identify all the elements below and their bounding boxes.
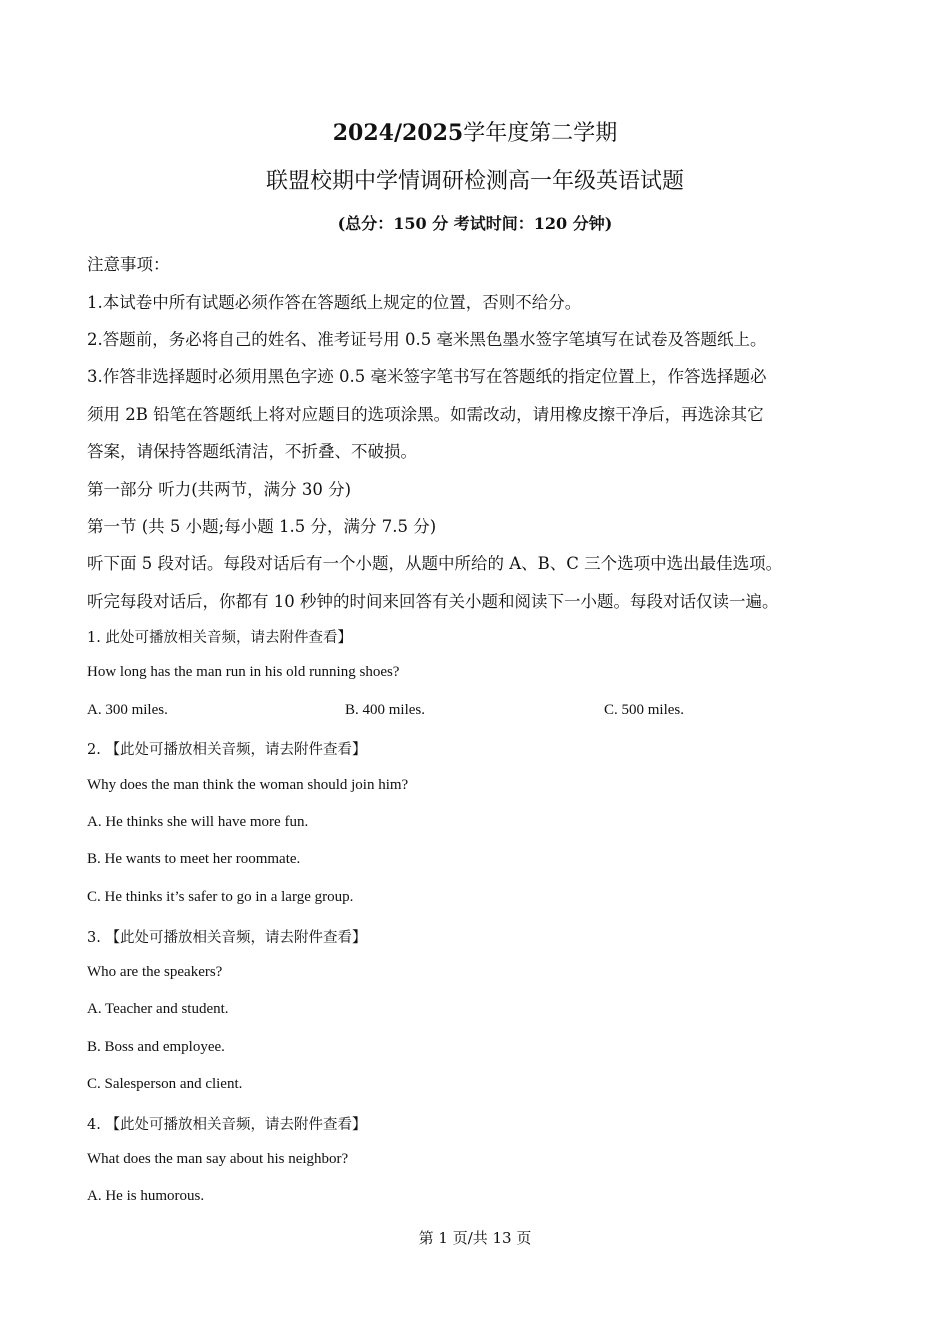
- exam-title-line2: 联盟校期中学情调研检测高一年级英语试题: [265, 169, 684, 194]
- question-4-option-a: A. He is humorous.: [87, 1188, 205, 1204]
- note-item-3-line1: 3.作答非选择题时必须用黑色字迹 0.5 毫米签字笔书写在答题纸的指定位置上，作答选择题必: [87, 367, 767, 386]
- question-1-option-a: A. 300 miles.: [87, 702, 168, 718]
- question-3-option-a: A. Teacher and student.: [87, 1001, 229, 1017]
- section1-heading: 第一节 (共 5 小题;每小题 1.5 分，满分 7.5 分): [87, 517, 437, 536]
- question-3-audio-label: 3. 【此处可播放相关音频，请去附件查看】: [87, 930, 367, 946]
- listening-instruction-line1: 听下面 5 段对话。每段对话后有一个小题，从题中所给的 A、B、C 三个选项中选出最佳选项。: [87, 554, 783, 573]
- question-4-stem: What does the man say about his neighbor?: [87, 1151, 349, 1167]
- question-1-audio-label: 1. 此处可播放相关音频，请去附件查看】: [87, 630, 352, 646]
- notes-heading: 注意事项：: [87, 255, 170, 274]
- title-term: 学年度第二学期: [463, 121, 618, 146]
- question-1-option-b: B. 400 miles.: [345, 702, 426, 718]
- question-1-stem: How long has the man run in his old running shoes?: [87, 664, 400, 680]
- question-3-stem: Who are the speakers?: [87, 964, 223, 980]
- question-3-option-c: C. Salesperson and client.: [87, 1076, 243, 1092]
- question-3-option-b: B. Boss and employee.: [87, 1039, 225, 1055]
- note-item-1: 1.本试卷中所有试题必须作答在答题纸上规定的位置，否则不给分。: [87, 293, 582, 312]
- page-number: 第 1 页/共 13 页: [418, 1229, 532, 1247]
- part1-heading: 第一部分 听力(共两节，满分 30 分): [87, 480, 352, 499]
- note-item-2: 2.答题前，务必将自己的姓名、准考证号用 0.5 毫米黑色墨水签字笔填写在试卷及答题纸上。: [87, 330, 767, 349]
- question-2-option-c: C. He thinks it’s safer to go in a large group.: [87, 889, 354, 905]
- exam-subtitle: (总分：150 分 考试时间：120 分钟): [337, 214, 613, 233]
- note-item-3-line2: 须用 2B 铅笔在答题纸上将对应题目的选项涂黑。如需改动，请用橡皮擦干净后，再选涂其它: [87, 405, 764, 424]
- question-4-audio-label: 4. 【此处可播放相关音频，请去附件查看】: [87, 1117, 367, 1133]
- exam-title-line1: [0, 116, 950, 147]
- question-2-stem: Why does the man think the woman should join him?: [87, 777, 409, 793]
- question-2-option-b: B. He wants to meet her roommate.: [87, 851, 301, 867]
- question-2-option-a: A. He thinks she will have more fun.: [87, 814, 309, 830]
- note-item-3-line3: 答案，请保持答题纸清洁，不折叠、不破损。: [87, 442, 417, 461]
- question-2-audio-label: 2. 【此处可播放相关音频，请去附件查看】: [87, 742, 367, 758]
- title-year: 2024/2025: [332, 120, 464, 146]
- listening-instruction-line2: 听完每段对话后，你都有 10 秒钟的时间来回答有关小题和阅读下一小题。每段对话仅读一遍。: [87, 592, 779, 611]
- question-1-option-c: C. 500 miles.: [604, 702, 685, 718]
